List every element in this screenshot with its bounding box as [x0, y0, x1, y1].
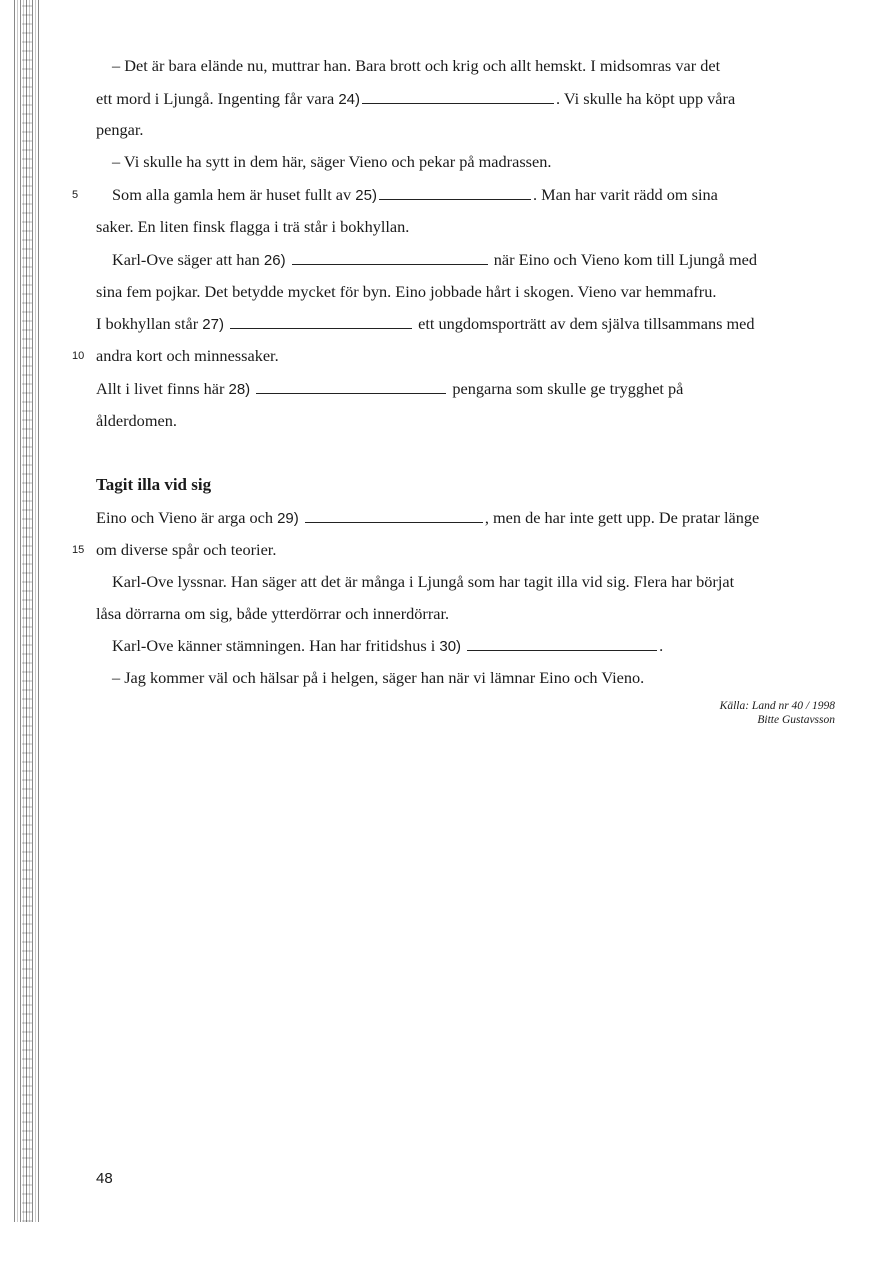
section-heading: Tagit illa vid sig [96, 475, 212, 494]
blank-27[interactable] [230, 314, 412, 329]
text-line-12: ålderdomen. [96, 411, 177, 430]
source-citation [720, 699, 835, 727]
blank-25[interactable] [379, 185, 531, 200]
text-line-15: Karl-Ove lyssnar. Han säger att det är många i Ljungå som har tagit illa vid sig. Flera har börjat [112, 572, 735, 591]
binding-edge-shadow [22, 0, 32, 1222]
text-line-18: – Jag kommer väl och hälsar på i helgen, säger han när vi lämnar Eino och Vieno. [112, 668, 645, 687]
blank-24[interactable] [362, 89, 554, 104]
line-number-10: 10 [72, 350, 85, 362]
blank-number-24: 24) [338, 91, 361, 108]
text-line-10: andra kort och minnessaker. [96, 346, 279, 365]
blank-29[interactable] [305, 508, 483, 523]
blank-30[interactable] [467, 636, 657, 651]
blank-number-27: 27) [202, 316, 224, 333]
text-line-9: I bokhyllan står 27) ett ungdomsporträtt av dem själva tillsammans med [96, 314, 755, 333]
text-line-14: om diverse spår och teorier. [96, 540, 277, 559]
blank-number-26: 26) [263, 252, 286, 269]
source-line-1: Källa: Land nr 40 / 1998 [719, 700, 835, 712]
text-line-8: sina fem pojkar. Det betydde mycket för byn. Eino jobbade hårt i skogen. Vieno var hemmafru. [96, 282, 717, 301]
text-line-13: Eino och Vieno är arga och 29) , men de har inte gett upp. De pratar länge [96, 508, 760, 527]
text-line-6: saker. En liten finsk flagga i trä står i bokhyllan. [96, 217, 410, 236]
text-line-1: – Det är bara elände nu, muttrar han. Bara brott och krig och allt hemskt. I midsomras var det [112, 56, 721, 75]
text-line-2: ett mord i Ljungå. Ingenting får vara 24) . Vi skulle ha köpt upp våra [96, 89, 736, 108]
blank-number-30: 30) [439, 638, 462, 655]
text-line-7: Karl-Ove säger att han 26) när Eino och Vieno kom till Ljungå med [112, 250, 757, 269]
text-line-16: låsa dörrarna om sig, både ytterdörrar och innerdörrar. [96, 604, 450, 623]
text-line-11: Allt i livet finns här 28) pengarna som skulle ge trygghet på [96, 379, 684, 398]
blank-28[interactable] [256, 379, 446, 394]
blank-number-29: 29) [277, 510, 299, 527]
text-line-3: pengar. [96, 120, 144, 139]
line-number-5: 5 [72, 189, 79, 201]
blank-26[interactable] [292, 250, 488, 265]
blank-number-25: 25) [355, 187, 377, 204]
text-line-4: – Vi skulle ha sytt in dem här, säger Vieno och pekar på madrassen. [112, 152, 552, 171]
text-line-5: Som alla gamla hem är huset fullt av 25) . Man har varit rädd om sina [112, 185, 718, 204]
text-line-17: Karl-Ove känner stämningen. Han har fritidshus i 30) . [112, 636, 664, 655]
source-line-2: Bitte Gustavsson [757, 714, 835, 726]
page-number: 48 [96, 1170, 113, 1187]
line-number-15: 15 [72, 544, 85, 556]
blank-number-28: 28) [228, 381, 251, 398]
